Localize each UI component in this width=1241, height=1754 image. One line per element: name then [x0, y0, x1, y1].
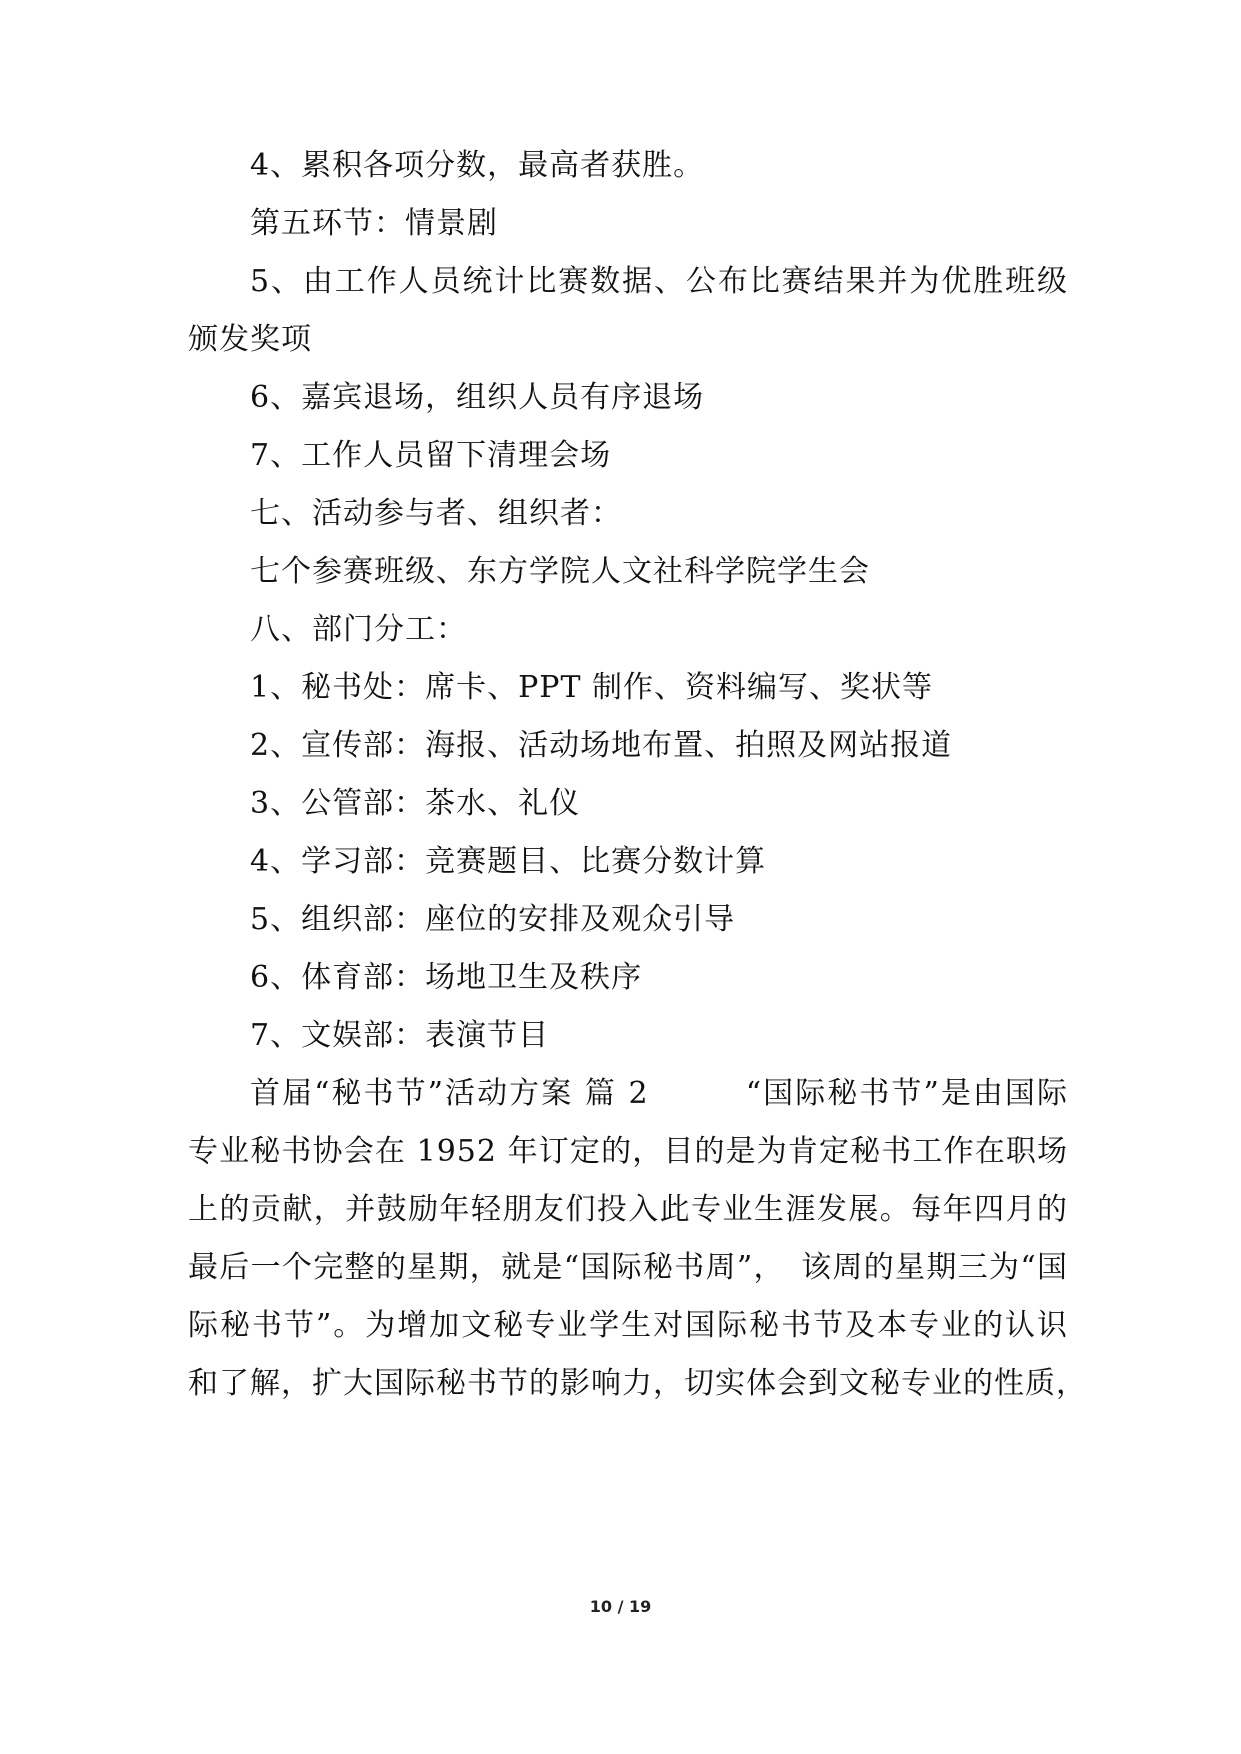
list-item: 4、学习部：竞赛题目、比赛分数计算 — [250, 844, 767, 879]
paragraph-line: 首届“秘书节”活动方案 篇 2 “国际秘书节”是由国际 — [250, 1076, 1068, 1111]
page-number: 10 / 19 — [589, 1597, 652, 1616]
paragraph-line: 4、累积各项分数，最高者获胜。 — [250, 148, 705, 183]
list-item: 3、公管部：茶水、礼仪 — [250, 786, 581, 821]
list-item: 1、秘书处：席卡、PPT 制作、资料编写、奖状等 — [250, 670, 934, 705]
paragraph-line: 最后一个完整的星期，就是“国际秘书周”， 该周的星期三为“国 — [188, 1250, 1068, 1285]
paragraph-line: 专业秘书协会在 1952 年订定的，目的是为肯定秘书工作在职场 — [188, 1134, 1068, 1169]
list-item: 5、组织部：座位的安排及观众引导 — [250, 902, 736, 937]
paragraph-line: 5、由工作人员统计比赛数据、公布比赛结果并为优胜班级 — [250, 264, 1068, 299]
paragraph-line: 上的贡献，并鼓励年轻朋友们投入此专业生涯发展。每年四月的 — [188, 1192, 1068, 1227]
paragraph-line: 际秘书节”。为增加文秘专业学生对国际秘书节及本专业的认识 — [188, 1308, 1068, 1343]
section-heading: 第五环节：情景剧 — [250, 206, 498, 241]
section-heading: 八、部门分工： — [250, 612, 467, 647]
section-heading: 七、活动参与者、组织者： — [250, 496, 622, 531]
paragraph-line: 和了解，扩大国际秘书节的影响力，切实体会到文秘专业的性质， — [188, 1366, 1087, 1401]
paragraph-line: 颁发奖项 — [188, 322, 312, 357]
paragraph-line: 6、嘉宾退场，组织人员有序退场 — [250, 380, 705, 415]
list-item: 2、宣传部：海报、活动场地布置、拍照及网站报道 — [250, 728, 953, 763]
paragraph-line: 7、工作人员留下清理会场 — [250, 438, 612, 473]
list-item: 7、文娱部：表演节目 — [250, 1018, 550, 1053]
list-item: 6、体育部：场地卫生及秩序 — [250, 960, 643, 995]
paragraph-line: 七个参赛班级、东方学院人文社科学院学生会 — [250, 554, 870, 589]
